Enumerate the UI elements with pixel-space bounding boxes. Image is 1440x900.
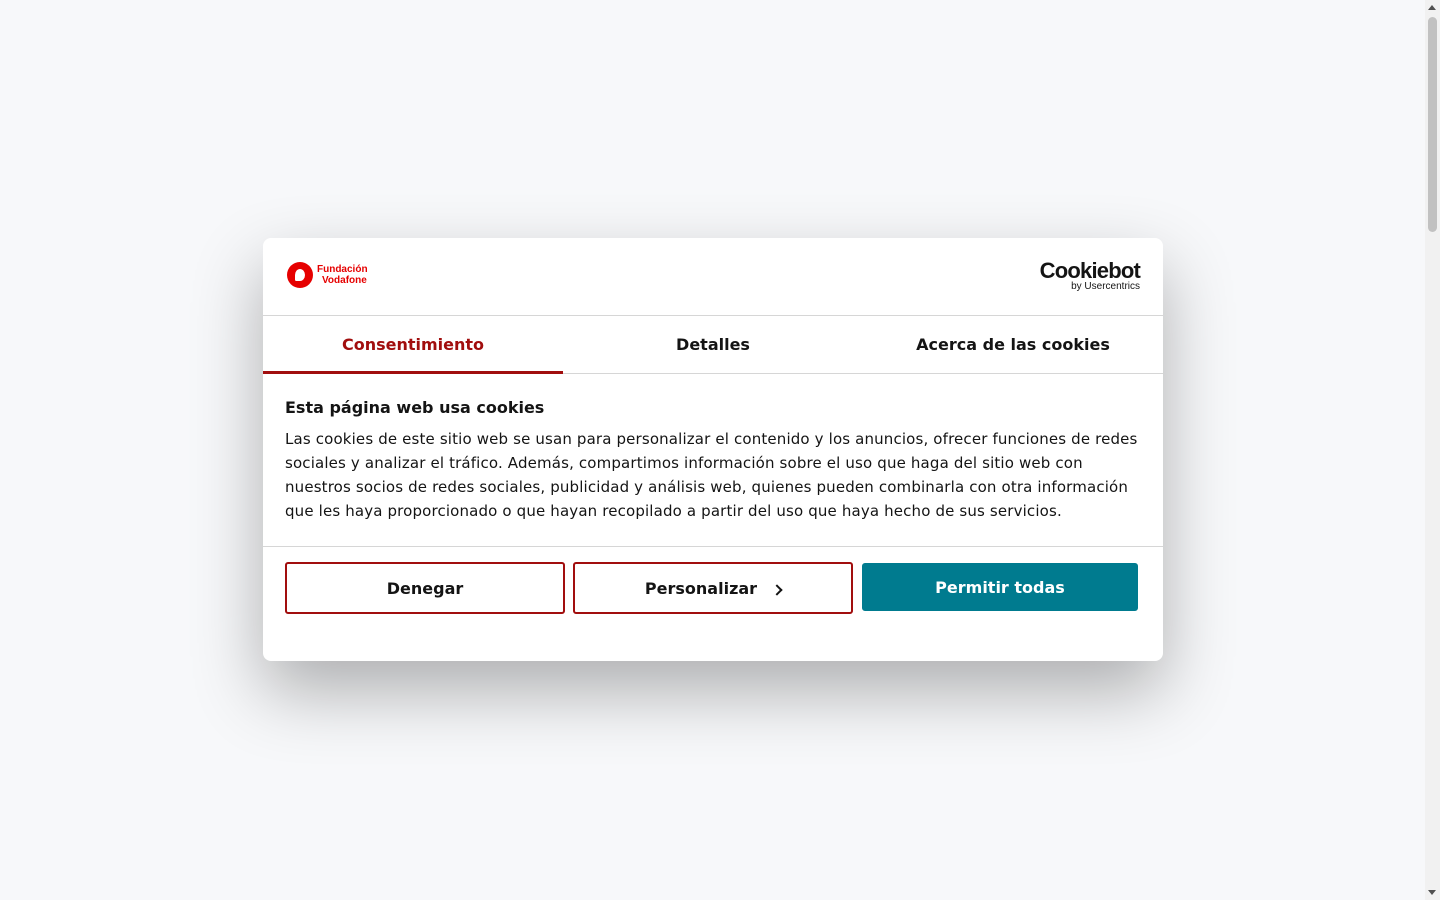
consent-text: Las cookies de este sitio web se usan para personalizar el contenido y los anuncios, ofrecer funciones de redes sociales y analizar el tráfico. Además, compartimos información sobre el uso que haga del sitio web con nuestros socios de redes sociales, publicidad y análisis web, quienes pueden combinarla con otra información que les haya proporcionado o que hayan recopilado a partir del uso que haya hecho de sus servicios. <box>285 430 1138 520</box>
vertical-scrollbar[interactable] <box>1425 0 1440 900</box>
tab-acerca-de-las-cookies[interactable]: Acerca de las cookies <box>916 335 1110 354</box>
scrollbar-thumb[interactable] <box>1428 17 1437 232</box>
cookiebot-by: by Usercentrics <box>1071 281 1140 292</box>
logo-text <box>317 264 368 286</box>
logo-line1: Fundación <box>317 264 368 275</box>
cookie-consent-dialog <box>263 238 1163 661</box>
scroll-up-arrow-icon[interactable] <box>1428 5 1436 10</box>
tab-detalles[interactable]: Detalles <box>676 335 750 354</box>
chevron-right-icon <box>771 584 782 595</box>
fundacion-vodafone-logo <box>287 262 368 288</box>
dialog-header <box>263 238 1163 316</box>
allow-all-button-label: Permitir todas <box>935 577 1065 597</box>
customize-button[interactable] <box>573 562 853 614</box>
logo-line2: Vodafone <box>322 275 367 286</box>
vodafone-speechmark-icon <box>287 262 313 288</box>
allow-all-button[interactable] <box>862 563 1138 611</box>
customize-button-label: Personalizar <box>644 578 758 598</box>
consent-title: Esta página web usa cookies <box>285 398 545 417</box>
deny-button[interactable] <box>285 562 565 614</box>
consent-body <box>263 374 1163 547</box>
tab-consentimiento[interactable]: Consentimiento <box>263 316 563 373</box>
scroll-down-arrow-icon[interactable] <box>1428 890 1436 895</box>
tab-bar <box>263 316 1163 374</box>
cookiebot-name: Cookiebot <box>1039 258 1140 283</box>
cookiebot-logo[interactable] <box>1040 260 1140 292</box>
action-bar <box>263 547 1163 614</box>
deny-button-label: Denegar <box>386 578 464 598</box>
